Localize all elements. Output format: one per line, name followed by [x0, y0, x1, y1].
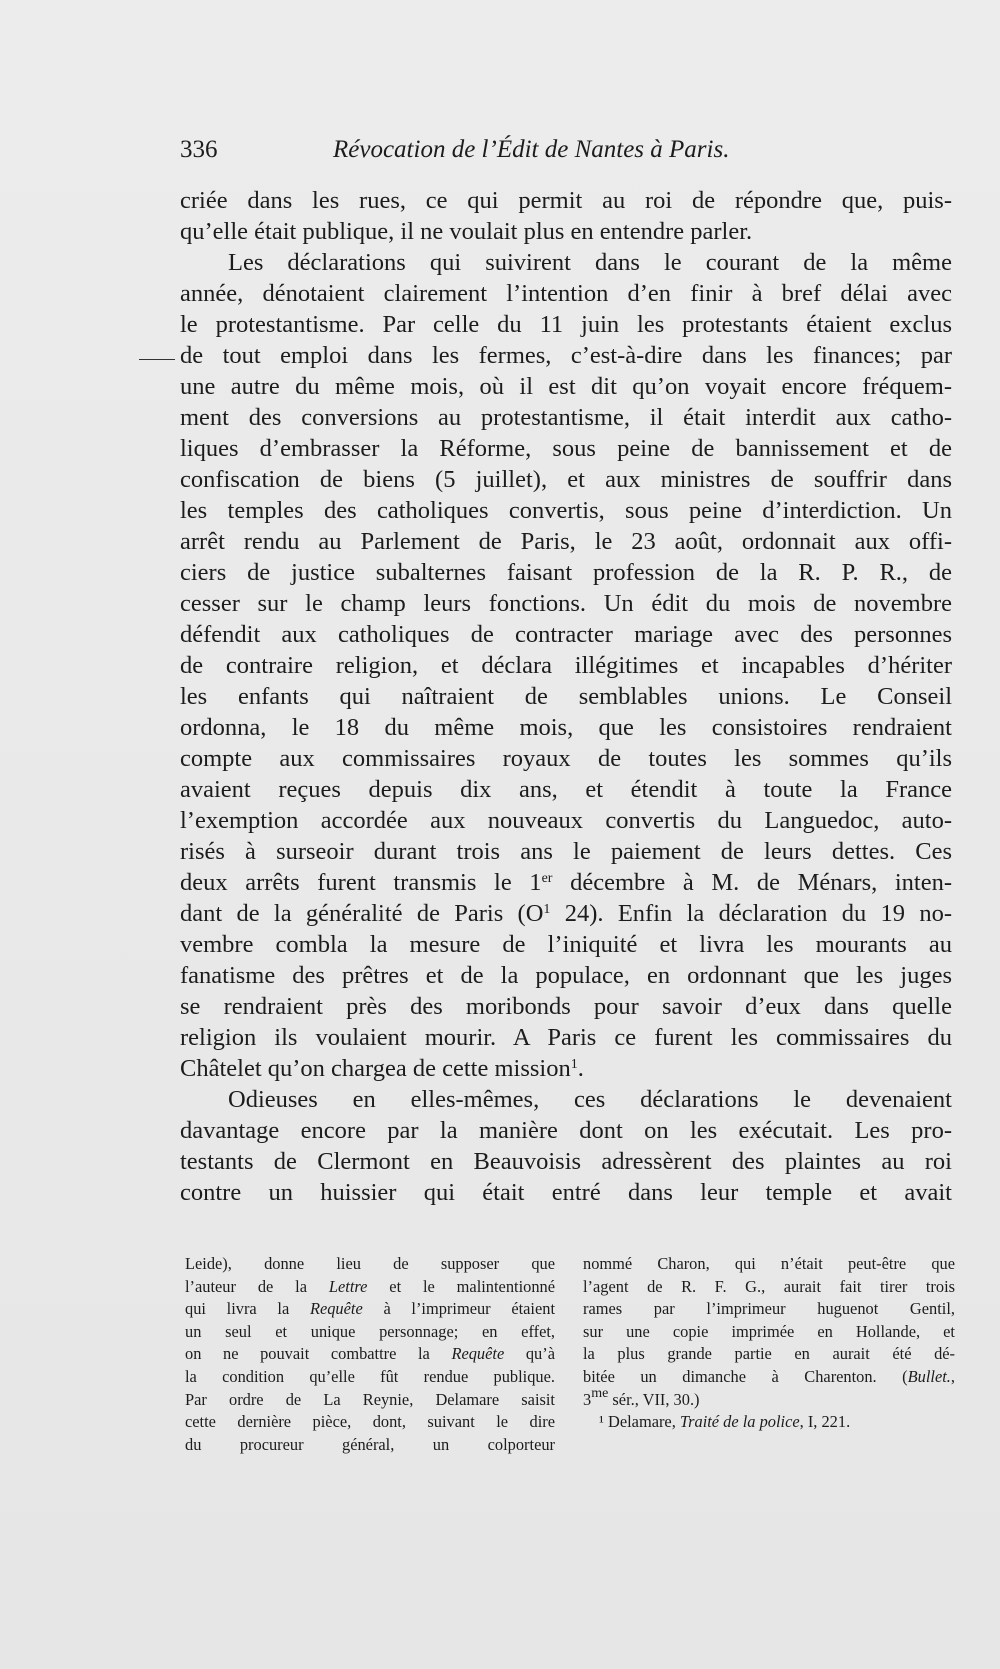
text-line-text: l’exemption accordée aux nouveaux convertis du Languedoc, auto- [180, 807, 952, 834]
text-line-text: les enfants qui naîtraient de semblables unions. Le Conseil [180, 683, 952, 710]
text-line [180, 216, 952, 247]
text-line [180, 1177, 952, 1208]
footnote-line [583, 1276, 955, 1299]
footnote-line [583, 1298, 955, 1321]
text-line-post: 24). Enfin la déclaration du 19 no- [550, 900, 952, 927]
text-line-text: défendit aux catholiques de contracter mariage avec des personnes [180, 621, 952, 648]
text-line [180, 309, 952, 340]
text-line-text: criée dans les rues, ce qui permit au roi de répondre que, puis- [180, 187, 952, 214]
footnote-line [185, 1434, 555, 1457]
footnote-line [583, 1343, 955, 1366]
page-number: 336 [180, 136, 218, 163]
footnote-line-pre: nommé Charon, qui n’était peut-être que [583, 1254, 955, 1273]
text-line-pre: dant de la généralité de Paris (O [180, 900, 544, 927]
footnote-column-right [583, 1253, 955, 1434]
footnote-line-post: et le malintentionné [367, 1276, 555, 1296]
footnote-line-it: Lettre [328, 1276, 368, 1296]
text-line [180, 433, 952, 464]
footnote-line-pre: rames par l’imprimeur huguenot Gentil, [583, 1299, 955, 1319]
footnote-line [185, 1298, 555, 1321]
text-line [180, 681, 952, 712]
text-line [180, 867, 952, 898]
text-line-pre: deux arrêts furent transmis le 1 [180, 869, 542, 896]
text-line-post: . [577, 1055, 584, 1082]
footnote-line-post: , I, 221. [799, 1412, 851, 1432]
main-text [180, 185, 952, 1208]
text-line [180, 619, 952, 650]
text-line [180, 1115, 952, 1146]
footnote-line-post: , [950, 1366, 955, 1386]
text-line [180, 340, 952, 371]
footnote-line-it: Requête [451, 1344, 505, 1364]
footnote-line-post: à l’imprimeur étaient [362, 1299, 555, 1319]
text-line [180, 712, 952, 743]
footnote-line [583, 1253, 955, 1276]
footnote-line-pre: cette dernière pièce, dont, suivant le dire [185, 1412, 555, 1432]
footnote-line-pre: sur une copie imprimée en Hollande, et [583, 1321, 955, 1341]
text-line-sup: 1 [570, 1057, 578, 1072]
text-line-text: Les déclarations qui suivirent dans le courant de la même [228, 249, 952, 276]
text-line [180, 1084, 952, 1115]
footnote-line-pre: un seul et unique personnage; en effet, [185, 1321, 555, 1341]
footnote-line-it: Bullet. [907, 1366, 951, 1386]
text-line-text: ciers de justice subalternes faisant profession de la R. P. R., de [180, 559, 952, 586]
footnote-line-pre: la condition qu’elle fût rendue publique. [185, 1366, 555, 1386]
text-line-text: liques d’embrasser la Réforme, sous peine de bannissement et de [180, 435, 952, 462]
footnote-line [185, 1253, 555, 1276]
text-line [180, 402, 952, 433]
text-line-text: avaient reçues depuis dix ans, et étendit à toute la France [180, 776, 952, 803]
text-line-text: vembre combla la mesure de l’iniquité et livra les mourants au [180, 931, 952, 958]
text-line-text: les temples des catholiques convertis, sous peine d’interdiction. Un [180, 497, 952, 524]
footnote-line-pre: du procureur général, un colporteur [185, 1434, 555, 1454]
text-line-text: testants de Clermont en Beauvoisis adressèrent des plaintes au roi [180, 1148, 952, 1175]
footnote-line-post: sér., VII, 30.) [608, 1389, 700, 1409]
text-line-sup: er [541, 871, 553, 886]
text-line-text: ment des conversions au protestantisme, il était interdit aux catho- [180, 404, 952, 431]
footnote-line [583, 1389, 955, 1412]
footnote-line-pre: ¹ Delamare, [599, 1412, 680, 1432]
footnote-line-pre: Leide), donne lieu de supposer que [185, 1254, 555, 1273]
text-line [180, 960, 952, 991]
text-line-text: qu’elle était publique, il ne voulait plus en entendre parler. [180, 218, 753, 245]
footnote-line-pre: l’auteur de la [185, 1276, 329, 1296]
footnote-line-pre: qui livra la [185, 1299, 310, 1319]
footnote-line [583, 1411, 955, 1434]
footnote-line-pre: Par ordre de La Reynie, Delamare saisit [185, 1389, 555, 1409]
footnote-column-left [185, 1253, 555, 1456]
footnote-line-it: Traité de la police [679, 1412, 800, 1432]
text-line-text: le protestantisme. Par celle du 11 juin les protestants étaient exclus [180, 311, 952, 338]
text-line [180, 836, 952, 867]
running-title: Révocation de l’Édit de Nantes à Paris. [333, 136, 730, 163]
text-line-text: se rendraient près des moribonds pour savoir d’eux dans quelle [180, 993, 952, 1020]
text-line [180, 526, 952, 557]
text-line [180, 371, 952, 402]
text-line-text: cesser sur le champ leurs fonctions. Un édit du mois de novembre [180, 590, 952, 617]
text-line [180, 898, 952, 929]
text-line [180, 247, 952, 278]
footnote-line-post: qu’à [504, 1344, 555, 1364]
footnote-line [583, 1321, 955, 1344]
footnote-line [185, 1343, 555, 1366]
footnote-line [583, 1366, 955, 1389]
text-line [180, 774, 952, 805]
text-line-text: davantage encore par la manière dont on les exécutait. Les pro- [180, 1117, 952, 1144]
page-header [180, 136, 955, 170]
text-line-text: contre un huissier qui était entré dans leur temple et avait [180, 1179, 952, 1206]
footnote-line [185, 1276, 555, 1299]
margin-mark [139, 359, 175, 360]
footnote-line-pre: on ne pouvait combattre la [185, 1344, 452, 1364]
footnote-line-pre: l’agent de R. F. G., aurait fait tirer trois [583, 1276, 955, 1296]
text-line-text: arrêt rendu au Parlement de Paris, le 23 août, ordonnait aux offi- [180, 528, 952, 555]
footnote-line-pre: la plus grande partie en aurait été dé- [583, 1344, 955, 1364]
text-line-text: année, dénotaient clairement l’intention d’en finir à bref délai avec [180, 280, 952, 307]
footnote-line [185, 1411, 555, 1434]
text-line-text: risés à surseoir durant trois ans le paiement de leurs dettes. Ces [180, 838, 952, 865]
text-line [180, 1146, 952, 1177]
text-line [180, 743, 952, 774]
footnote-line [185, 1321, 555, 1344]
text-line [180, 464, 952, 495]
text-line-text: Odieuses en elles-mêmes, ces déclarations le devenaient [228, 1086, 952, 1113]
text-line-text: de tout emploi dans les fermes, c’est-à-dire dans les finances; par [180, 342, 952, 369]
text-line [180, 650, 952, 681]
text-line-text: confiscation de biens (5 juillet), et aux ministres de souffrir dans [180, 466, 952, 493]
text-line-text: ordonna, le 18 du même mois, que les consistoires rendraient [180, 714, 952, 741]
footnote-line-pre: 3 [583, 1389, 592, 1409]
text-line [180, 1053, 952, 1084]
text-line-text: une autre du même mois, où il est dit qu’on voyait encore fréquem- [180, 373, 952, 400]
text-line [180, 495, 952, 526]
text-line-pre: Châtelet qu’on chargea de cette mission [180, 1055, 571, 1082]
text-line [180, 185, 952, 216]
text-line-text: fanatisme des prêtres et de la populace, en ordonnant que les juges [180, 962, 952, 989]
text-line-post: décembre à M. de Ménars, inten- [552, 869, 952, 896]
text-line-text: religion ils voulaient mourir. A Paris ce furent les commissaires du [180, 1024, 952, 1051]
text-line [180, 805, 952, 836]
text-line [180, 278, 952, 309]
footnote-line [185, 1366, 555, 1389]
text-line-sup: 1 [543, 902, 551, 917]
text-line [180, 1022, 952, 1053]
text-line [180, 991, 952, 1022]
footnote-line-it: Requête [309, 1299, 363, 1319]
footnote-line-pre: bitée un dimanche à Charenton. ( [583, 1366, 908, 1386]
text-line-text: de contraire religion, et déclara illégitimes et incapables d’hériter [180, 652, 952, 679]
text-line [180, 929, 952, 960]
text-line-text: compte aux commissaires royaux de toutes les sommes qu’ils [180, 745, 952, 772]
footnote-line-sup: me [591, 1388, 609, 1401]
text-line [180, 588, 952, 619]
text-line [180, 557, 952, 588]
footnote-line [185, 1389, 555, 1412]
